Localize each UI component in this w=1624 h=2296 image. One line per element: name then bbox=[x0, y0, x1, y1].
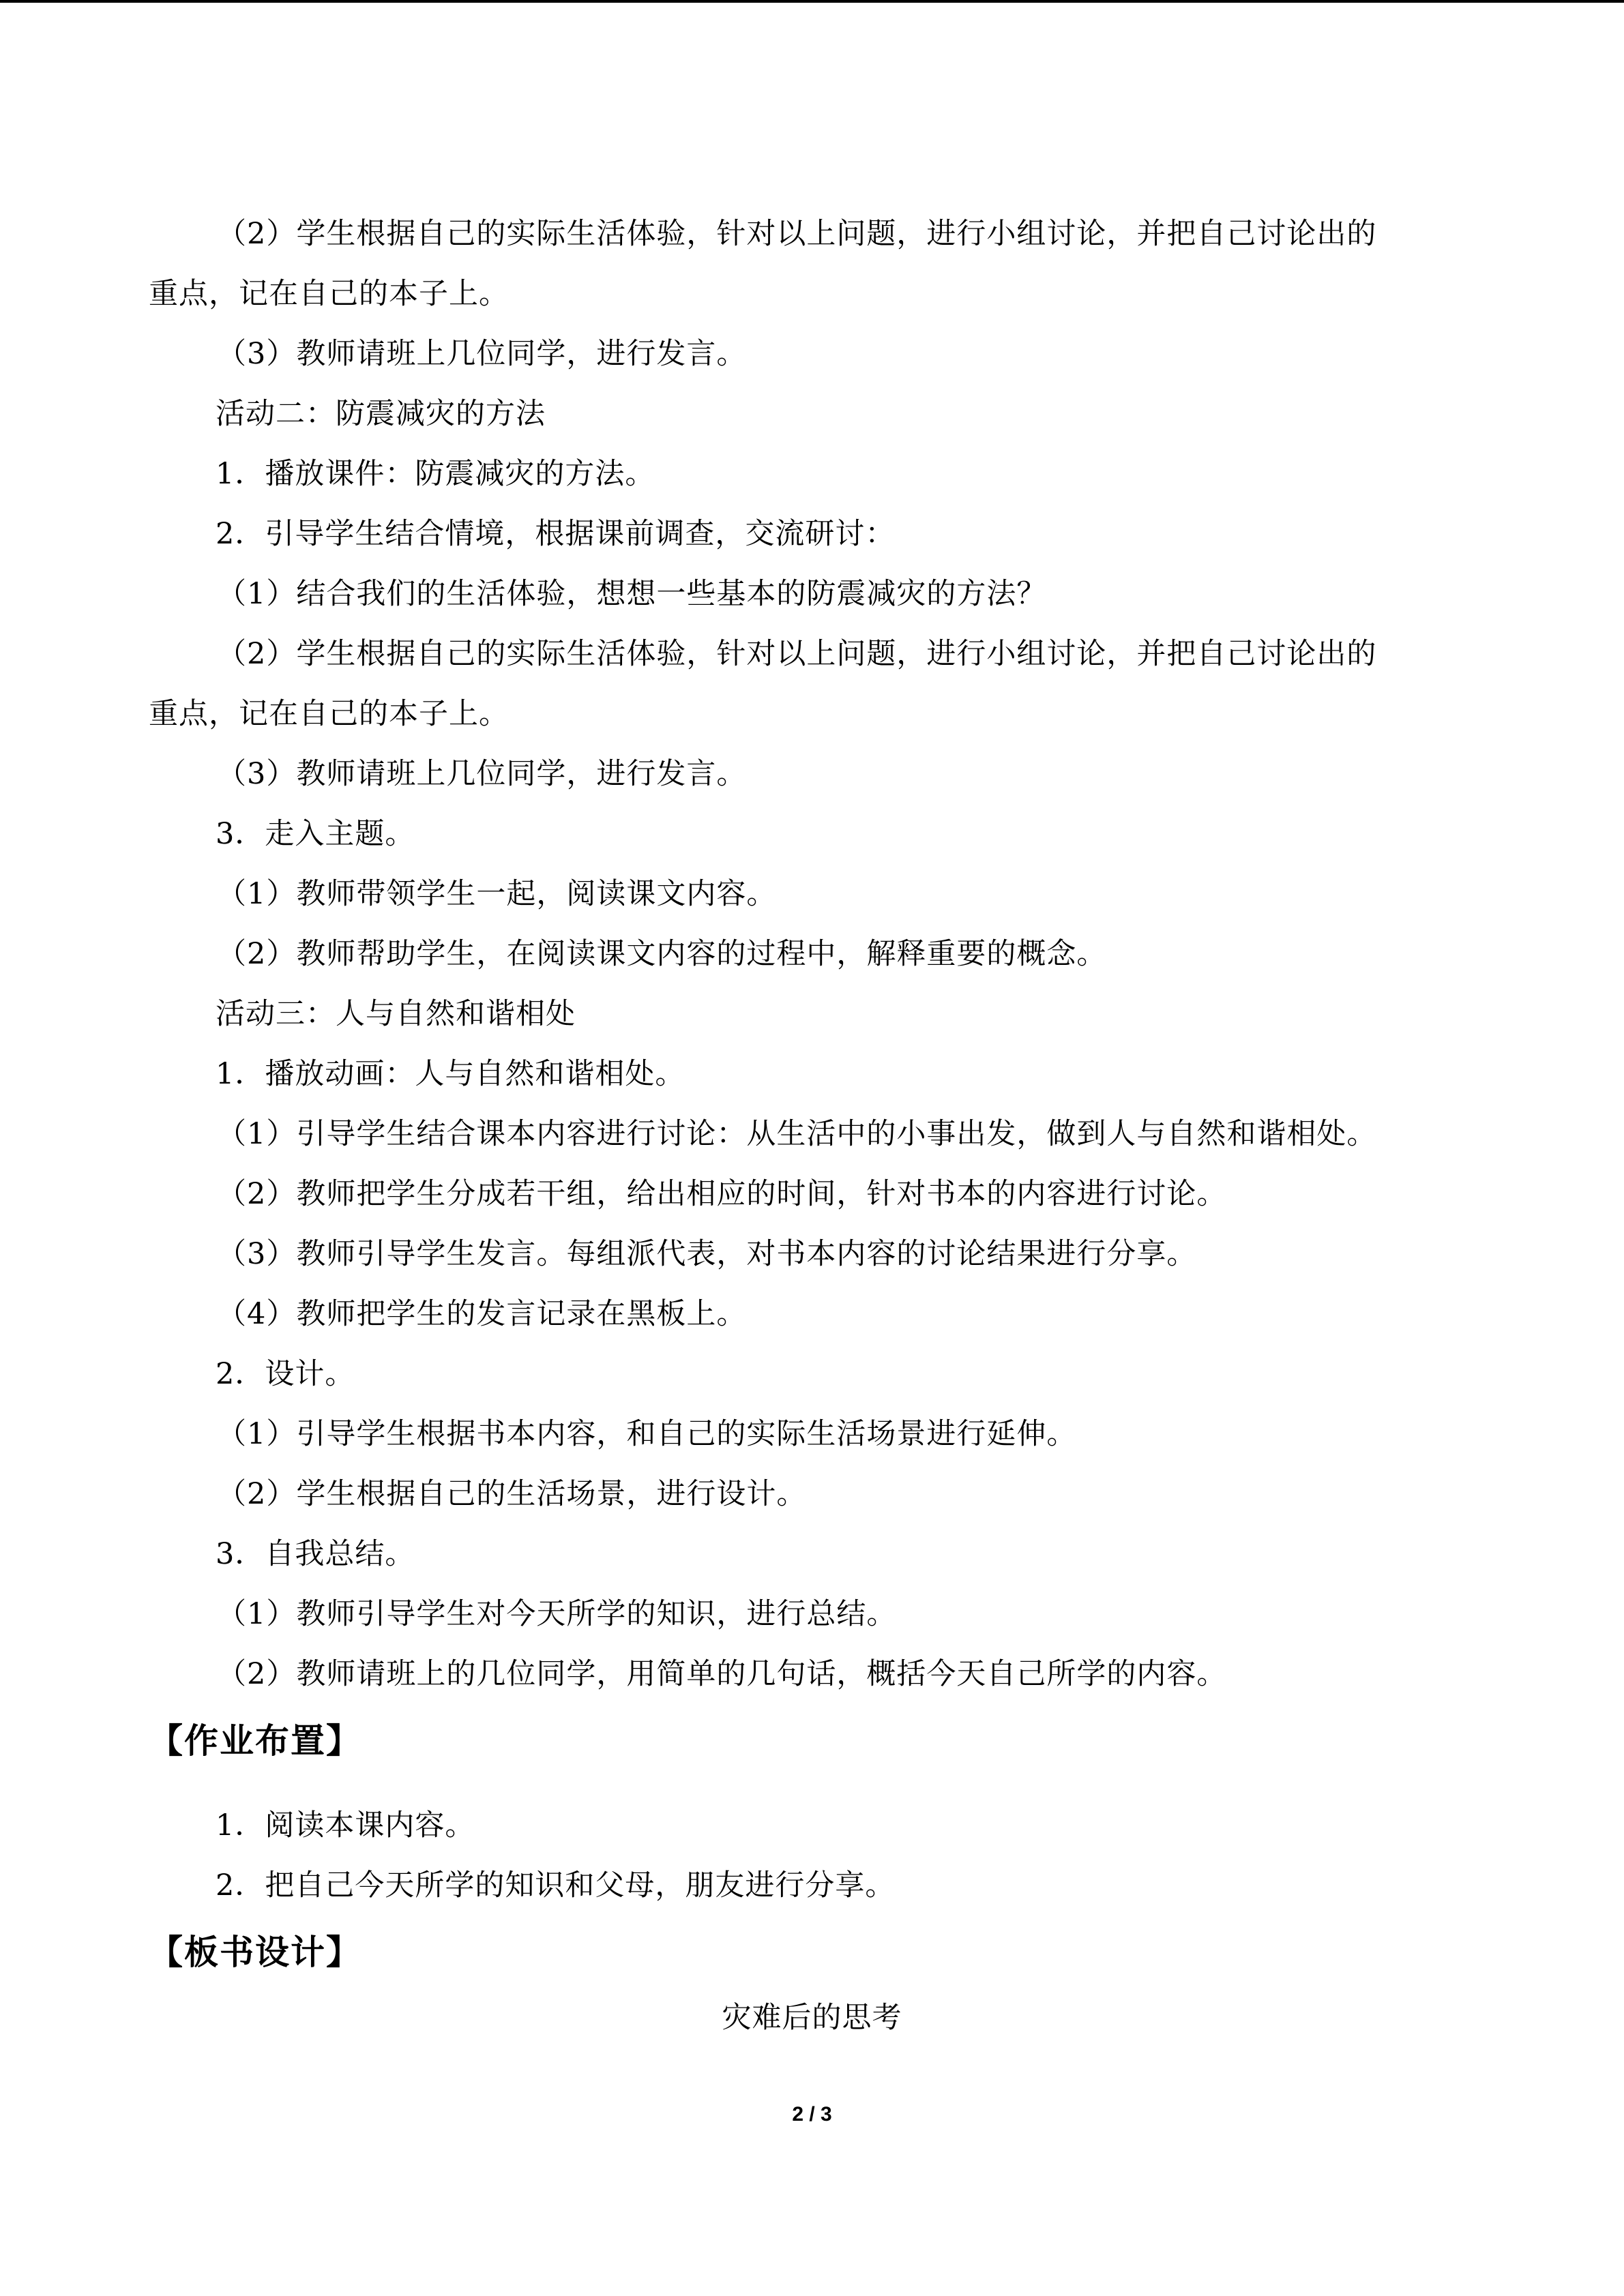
paragraph-line: （4）教师把学生的发言记录在黑板上。 bbox=[217, 1297, 747, 1331]
paragraph-line: （2）学生根据自己的实际生活体验，针对以上问题，进行小组讨论，并把自己讨论出的 bbox=[217, 217, 1377, 251]
activity-title: 活动三：人与自然和谐相处 bbox=[216, 997, 576, 1031]
paragraph-line: （2）学生根据自己的实际生活体验，针对以上问题，进行小组讨论，并把自己讨论出的 bbox=[217, 637, 1377, 671]
paragraph-line: （2）教师帮助学生，在阅读课文内容的过程中，解释重要的概念。 bbox=[217, 937, 1107, 971]
board-design-heading: 【板书设计】 bbox=[149, 1933, 361, 1972]
paragraph-line: 2．设计。 bbox=[216, 1357, 355, 1391]
homework-heading: 【作业布置】 bbox=[149, 1721, 361, 1761]
paragraph-line: （2）教师请班上的几位同学，用简单的几句话，概括今天自己所学的内容。 bbox=[217, 1657, 1227, 1691]
paragraph-line: （2）学生根据自己的生活场景，进行设计。 bbox=[217, 1477, 807, 1511]
paragraph-line: （1）引导学生根据书本内容，和自己的实际生活场景进行延伸。 bbox=[217, 1417, 1077, 1451]
paragraph-line: （1）教师带领学生一起，阅读课文内容。 bbox=[217, 877, 777, 911]
paragraph-line: 2．引导学生结合情境，根据课前调查，交流研讨： bbox=[216, 517, 896, 551]
homework-item: 1．阅读本课内容。 bbox=[216, 1808, 475, 1843]
paragraph-line: （1）教师引导学生对今天所学的知识，进行总结。 bbox=[217, 1597, 897, 1631]
homework-item: 2．把自己今天所学的知识和父母，朋友进行分享。 bbox=[216, 1868, 896, 1903]
paragraph-line: （3）教师请班上几位同学，进行发言。 bbox=[217, 757, 747, 791]
paragraph-line: （3）教师请班上几位同学，进行发言。 bbox=[217, 337, 747, 371]
paragraph-line: 3．走入主题。 bbox=[216, 817, 415, 851]
top-border-rule bbox=[0, 0, 1624, 3]
paragraph-line: （3）教师引导学生发言。每组派代表，对书本内容的讨论结果进行分享。 bbox=[217, 1237, 1197, 1271]
paragraph-line: （1）结合我们的生活体验，想想一些基本的防震减灾的方法？ bbox=[217, 577, 1047, 611]
page-number: 2 / 3 bbox=[792, 2103, 832, 2126]
paragraph-line: 3．自我总结。 bbox=[216, 1537, 415, 1571]
board-design-title: 灾难后的思考 bbox=[722, 2001, 902, 2035]
paragraph-line: 1．播放课件：防震减灾的方法。 bbox=[216, 457, 655, 491]
paragraph-line: 重点，记在自己的本子上。 bbox=[149, 277, 509, 311]
paragraph-line: （1）引导学生结合课本内容进行讨论：从生活中的小事出发，做到人与自然和谐相处。 bbox=[217, 1117, 1377, 1151]
paragraph-line: 重点，记在自己的本子上。 bbox=[149, 697, 509, 731]
activity-title: 活动二：防震减灾的方法 bbox=[216, 397, 546, 431]
paragraph-line: （2）教师把学生分成若干组，给出相应的时间，针对书本的内容进行讨论。 bbox=[217, 1177, 1227, 1211]
paragraph-line: 1．播放动画：人与自然和谐相处。 bbox=[216, 1057, 685, 1091]
